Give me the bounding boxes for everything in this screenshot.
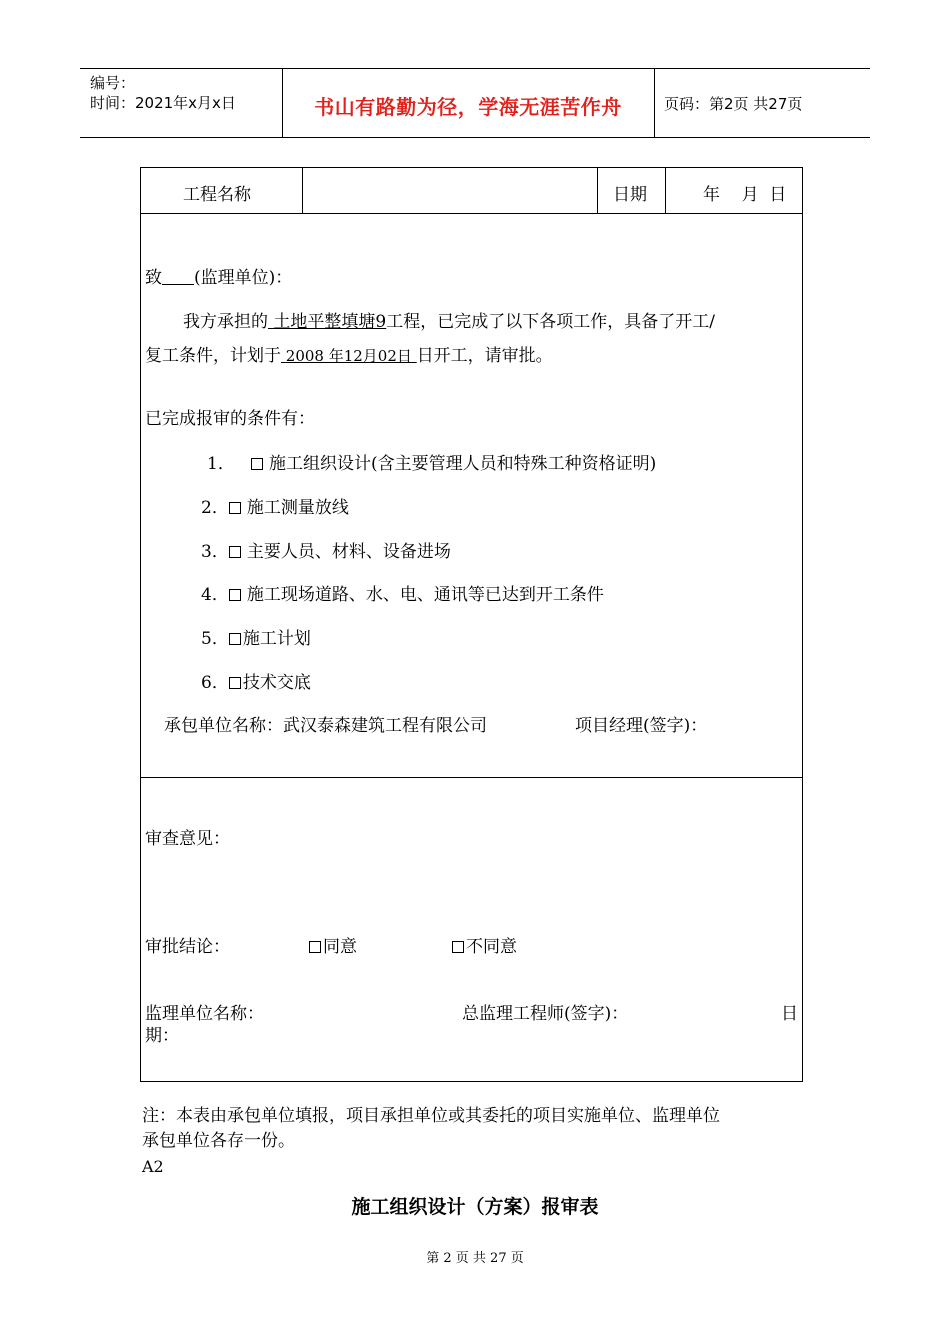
checkbox[interactable] [251, 458, 263, 470]
checkbox[interactable] [229, 589, 241, 601]
supervisor-unit-label: 监理单位名称： [145, 1004, 264, 1024]
cell-divider [302, 168, 303, 213]
condition-number: 4． [201, 585, 229, 605]
condition-text: 施工计划 [242, 629, 311, 649]
condition-number: 2． [201, 498, 229, 518]
condition-number: 1． [207, 454, 235, 474]
condition-number: 5． [201, 629, 229, 649]
body-mid: 工程，已完成了以下各项工作，具备了开工/ [386, 312, 715, 332]
approval-label: 审批结论： [145, 937, 230, 957]
addressee-suffix: (监理单位)： [194, 268, 293, 288]
condition-text: 主要人员、材料、设备进场 [246, 542, 451, 562]
header-left [90, 73, 236, 113]
body-line-1 [183, 307, 715, 332]
date-tail-2: 期： [145, 1026, 179, 1046]
condition-text: 施工测量放线 [246, 498, 349, 518]
addressee-prefix: 致 [145, 268, 162, 288]
condition-item [201, 668, 311, 693]
body-prefix: 我方承担的 [183, 312, 268, 332]
cell-divider [665, 168, 666, 213]
header-motto: 书山有路勤为径，学海无涯苦作舟 [314, 95, 622, 119]
checkbox[interactable] [229, 633, 241, 645]
chief-supervisor-label[interactable]: 总监理工程师(签字)： [462, 1004, 629, 1024]
condition-item [201, 537, 451, 562]
project-name-label: 工程名称 [183, 185, 251, 205]
conditions-title: 已完成报审的条件有： [145, 409, 315, 429]
project-text: 土地平整填塘9 [273, 312, 387, 332]
contractor-label: 承包单位名称：武汉泰森建筑工程有限公司 [164, 716, 487, 736]
header-divider [654, 69, 655, 137]
footnote-line-2: 承包单位各存一份。 [142, 1131, 295, 1151]
review-opinion-label: 审查意见： [145, 829, 230, 849]
agree-option[interactable] [309, 932, 357, 957]
cell-divider [597, 168, 598, 213]
footnote-line-1: 注：本表由承包单位填报，项目承担单位或其委托的项目实施单位、监理单位 [142, 1106, 720, 1126]
date-value[interactable]: 年 月 日 [703, 185, 787, 205]
body-line-2 [145, 341, 553, 366]
project-underlined [268, 312, 386, 332]
condition-text: 技术交底 [242, 673, 311, 693]
next-form-title: 施工组织设计（方案）报审表 [351, 1196, 599, 1218]
condition-item [201, 580, 604, 605]
application-form [140, 167, 803, 1082]
planned-date [281, 347, 417, 365]
condition-text: 施工组织设计(含主要管理人员和特殊工种资格证明) [269, 454, 657, 474]
condition-item [207, 449, 656, 474]
disagree-option[interactable] [452, 932, 517, 957]
form-header-row [141, 168, 802, 214]
date-tail-1: 日 [781, 1004, 798, 1024]
body-line2-prefix: 复工条件，计划于 [145, 346, 281, 366]
condition-item [201, 624, 311, 649]
checkbox[interactable] [229, 546, 241, 558]
page-header [80, 68, 870, 138]
supervisor-blank[interactable] [162, 268, 194, 285]
addressee-line [145, 263, 292, 288]
pm-sign-label[interactable]: 项目经理(签字)： [575, 716, 708, 736]
condition-text: 施工现场道路、水、电、通讯等已达到开工条件 [246, 585, 604, 605]
checkbox[interactable] [309, 941, 321, 953]
disagree-label: 不同意 [466, 937, 517, 957]
condition-number: 3． [201, 542, 229, 562]
checkbox[interactable] [452, 941, 464, 953]
condition-number: 6． [201, 673, 229, 693]
page-number: 第 2 页 共 27 页 [426, 1251, 524, 1266]
form-code: A2 [142, 1157, 164, 1176]
header-page-info: 页码：第2页 共27页 [664, 95, 803, 113]
time-label: 时间：2021年x月x日 [90, 94, 236, 112]
date-label: 日期 [613, 185, 647, 205]
section-divider [141, 777, 802, 778]
checkbox[interactable] [229, 677, 241, 689]
condition-item [201, 493, 349, 518]
planned-date-text: 2008 年12月02日 [285, 347, 412, 365]
body-line2-suffix: 日开工，请审批。 [416, 346, 553, 366]
serial-label: 编号： [90, 74, 136, 92]
agree-label: 同意 [323, 937, 357, 957]
checkbox[interactable] [229, 502, 241, 514]
footnote [142, 1104, 720, 1154]
